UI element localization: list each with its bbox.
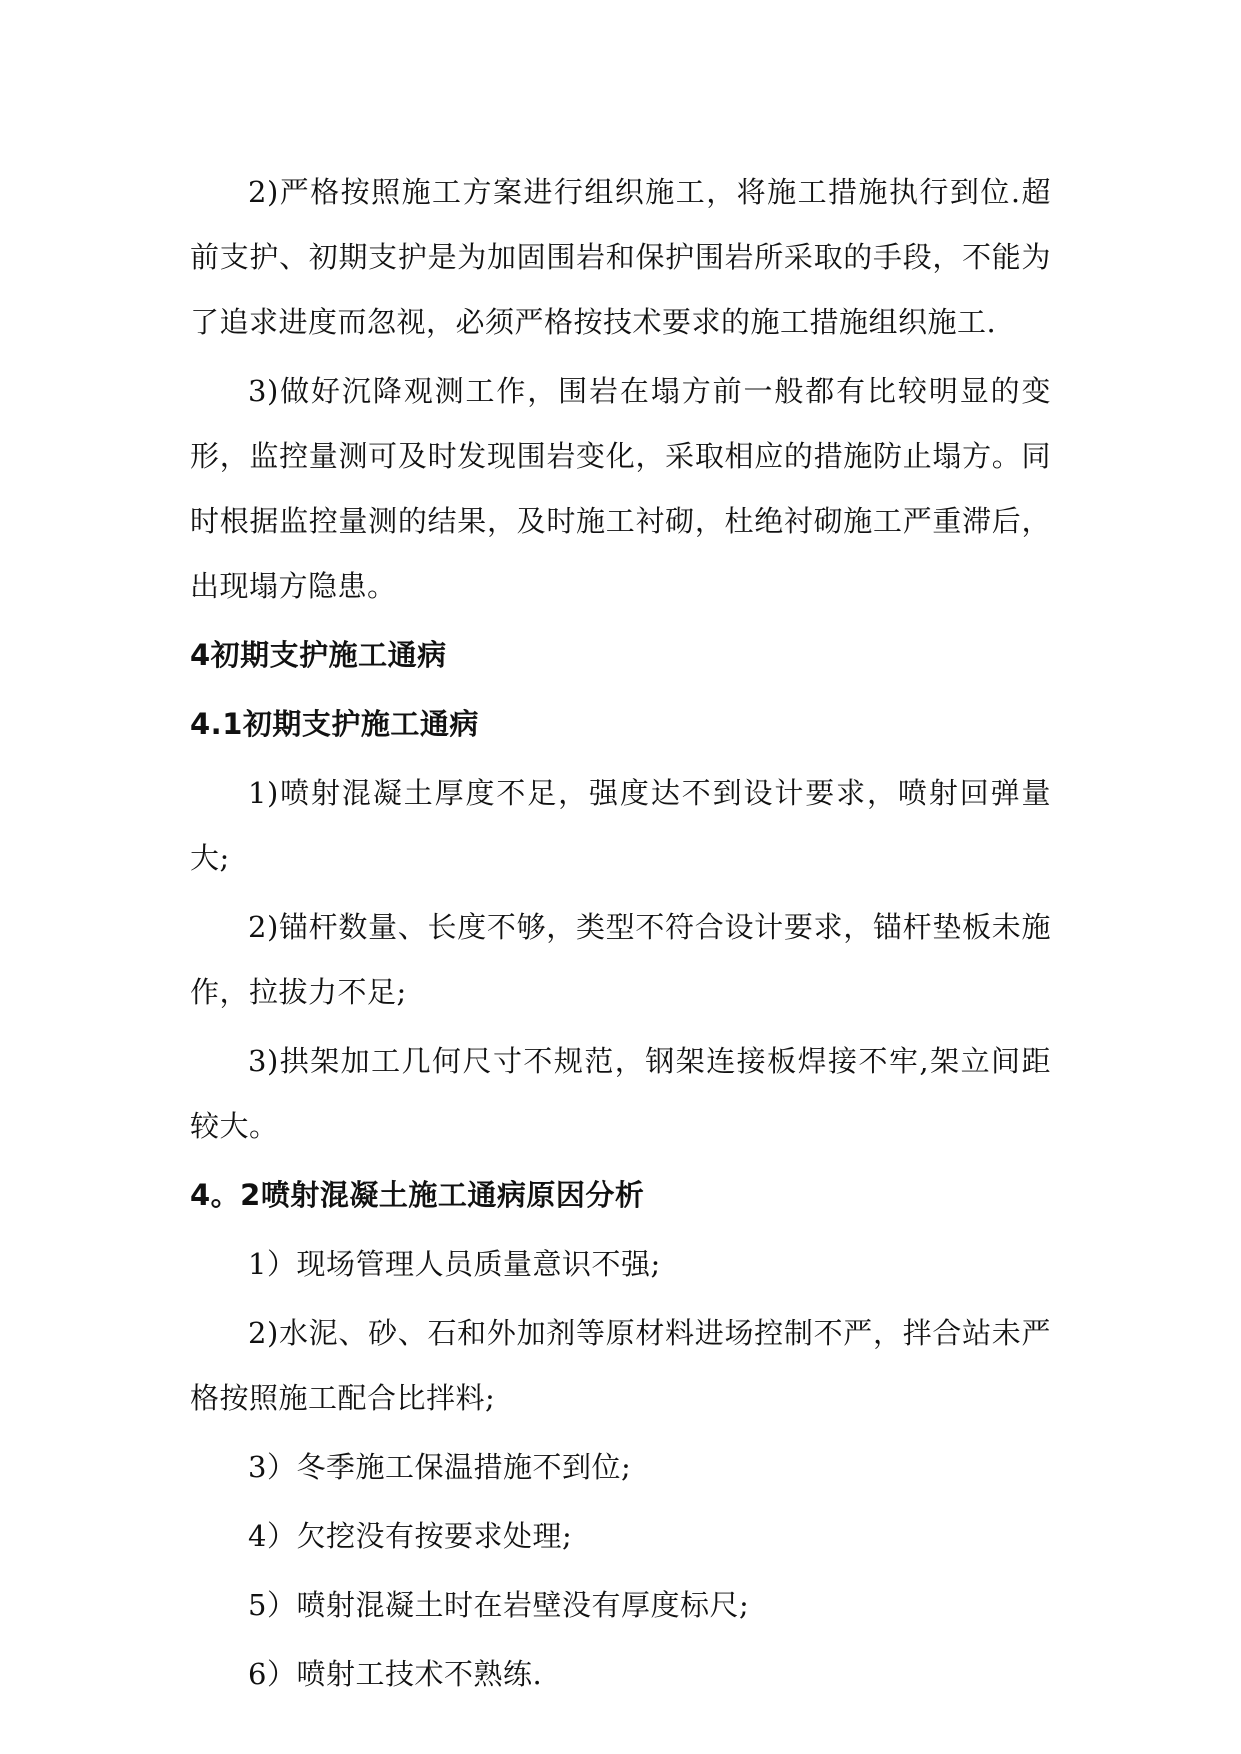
document-body bbox=[190, 160, 1051, 1711]
list-item-winter-insulation: 3）冬季施工保温措施不到位; bbox=[248, 1450, 632, 1484]
paragraph-settlement-observation: 3)做好沉降观测工作，围岩在塌方前一般都有比较明显的变形，监控量测可及时发现围岩变化，采取相应的措施防止塌方。同时根据监控量测的结果，及时施工衬砌，杜绝衬砌施工严重滞后，出现塌方隐患。 bbox=[190, 374, 1051, 603]
list-item-raw-materials: 2)水泥、砂、石和外加剂等原材料进场控制不严，拌合站未严格按照施工配合比拌料; bbox=[190, 1316, 1051, 1415]
list-item-thickness-gauge: 5）喷射混凝土时在岩壁没有厚度标尺; bbox=[248, 1588, 750, 1622]
section-heading-4-2: 4。2喷射混凝土施工通病原因分析 bbox=[190, 1178, 645, 1212]
list-item-quality-awareness: 1）现场管理人员质量意识不强; bbox=[248, 1247, 661, 1281]
list-item-shotcrete-thickness: 1)喷射混凝土厚度不足，强度达不到设计要求，喷射回弹量大; bbox=[190, 776, 1051, 875]
section-heading-4-1: 4.1初期支护施工通病 bbox=[190, 707, 479, 741]
list-item-operator-skill: 6）喷射工技术不熟练. bbox=[248, 1657, 543, 1691]
list-item-anchor-bolt: 2)锚杆数量、长度不够，类型不符合设计要求，锚杆垫板未施作，拉拔力不足; bbox=[190, 910, 1051, 1009]
list-item-arch-frame: 3)拱架加工几何尺寸不规范，钢架连接板焊接不牢,架立间距较大。 bbox=[190, 1044, 1051, 1143]
list-item-underbreak: 4）欠挖没有按要求处理; bbox=[248, 1519, 573, 1553]
section-heading-4: 4初期支护施工通病 bbox=[190, 638, 447, 672]
paragraph-construction-plan: 2)严格按照施工方案进行组织施工，将施工措施执行到位.超前支护、初期支护是为加固围岩和保护围岩所采取的手段，不能为了追求进度而忽视，必须严格按技术要求的施工措施组织施工. bbox=[190, 175, 1051, 339]
